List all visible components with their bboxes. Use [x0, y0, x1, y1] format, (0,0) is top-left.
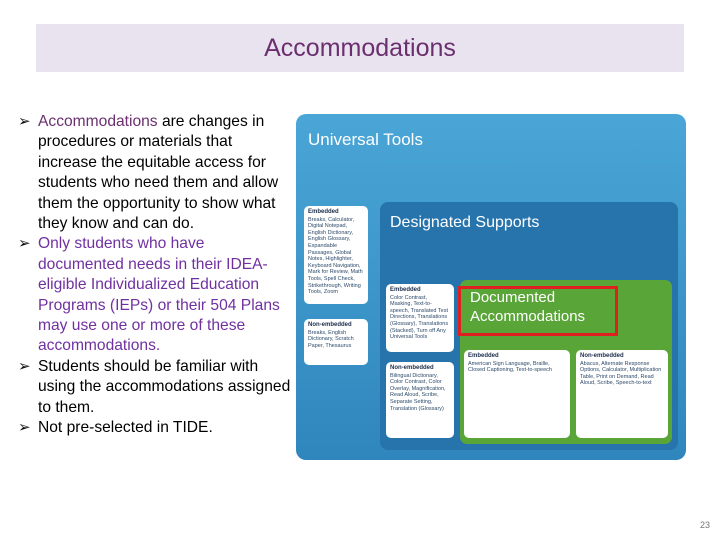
da-embedded-card [464, 350, 570, 438]
arrow-bullet-icon: ➢ [18, 357, 31, 375]
accommodations-diagram [296, 114, 686, 460]
arrow-bullet-icon: ➢ [18, 419, 31, 437]
bullet-lead: Accommodations [38, 113, 158, 130]
page-number: 23 [699, 520, 710, 530]
ut-nonembedded-card [304, 319, 368, 365]
bullet-item [18, 418, 293, 438]
bullet-item [18, 234, 293, 356]
bullet-text: are changes in procedures or materials that increase the equitable access for students who need them and allow them the opportunity to show what they know and can do. [38, 113, 279, 233]
card-text: Bilingual Dictionary, Color Contrast, Color Overlay, Magnification, Read Aloud, Scribe, Separate Setting, Translation (Glossary) [390, 372, 446, 412]
card-text: Breaks, English Dictionary, Scratch Paper, Thesaurus [308, 329, 354, 349]
documented-accommodations-title: Documented Accommodations [470, 289, 586, 325]
da-nonembedded-card [576, 350, 668, 438]
card-heading: Embedded [390, 287, 421, 293]
documented-accommodations-panel [460, 280, 672, 444]
card-heading: Embedded [468, 353, 499, 359]
designated-supports-title: Designated Supports [390, 214, 540, 231]
bullet-list [18, 112, 293, 439]
arrow-bullet-icon: ➢ [18, 113, 31, 130]
universal-tools-title: Universal Tools [308, 130, 423, 149]
card-text: American Sign Language, Braille, Closed Captioning, Text-to-speech [468, 360, 552, 374]
card-heading: Non-embedded [580, 353, 624, 359]
card-heading: Non-embedded [390, 365, 434, 371]
card-text: Color Contrast, Masking, Text-to-speech, Translated Test Directions, Translations (Glossary), Translations (Stacked), Turn off Any Universal Tools [390, 294, 449, 341]
bullet-text: Only students who have documented needs in their IDEA-eligible Individualized Education Programs (IEPs) or their 504 Plans may use one or more of these accommodations. [38, 235, 280, 355]
bullet-text: Students should be familiar with using the accommodations assigned to them. [38, 357, 291, 416]
arrow-bullet-icon: ➢ [18, 235, 31, 253]
card-text: Abacus, Alternate Response Options, Calculator, Multiplication Table, Print on Demand, Read Aloud, Scribe, Speech-to-text [580, 360, 662, 387]
ds-embedded-card [386, 284, 454, 352]
ds-nonembedded-card [386, 362, 454, 438]
bullet-item [18, 357, 293, 418]
card-heading: Non-embedded [308, 322, 352, 328]
designated-supports-panel [380, 202, 678, 450]
title-bar [36, 24, 684, 72]
card-heading: Embedded [308, 209, 339, 215]
bullet-text: Not pre-selected in TIDE. [38, 419, 213, 437]
card-text: Breaks, Calculator, Digital Notepad, English Dictionary, English Glossary, Expandable Passages, Global Notes, Highlighter, Keyboard Navigation, Mark for Review, Math Tools, Spell Check, Strikethrough, Writing Tools, Zoom [308, 216, 363, 296]
ut-embedded-card [304, 206, 368, 304]
slide-title: Accommodations [264, 33, 456, 62]
bullet-item [18, 112, 293, 234]
